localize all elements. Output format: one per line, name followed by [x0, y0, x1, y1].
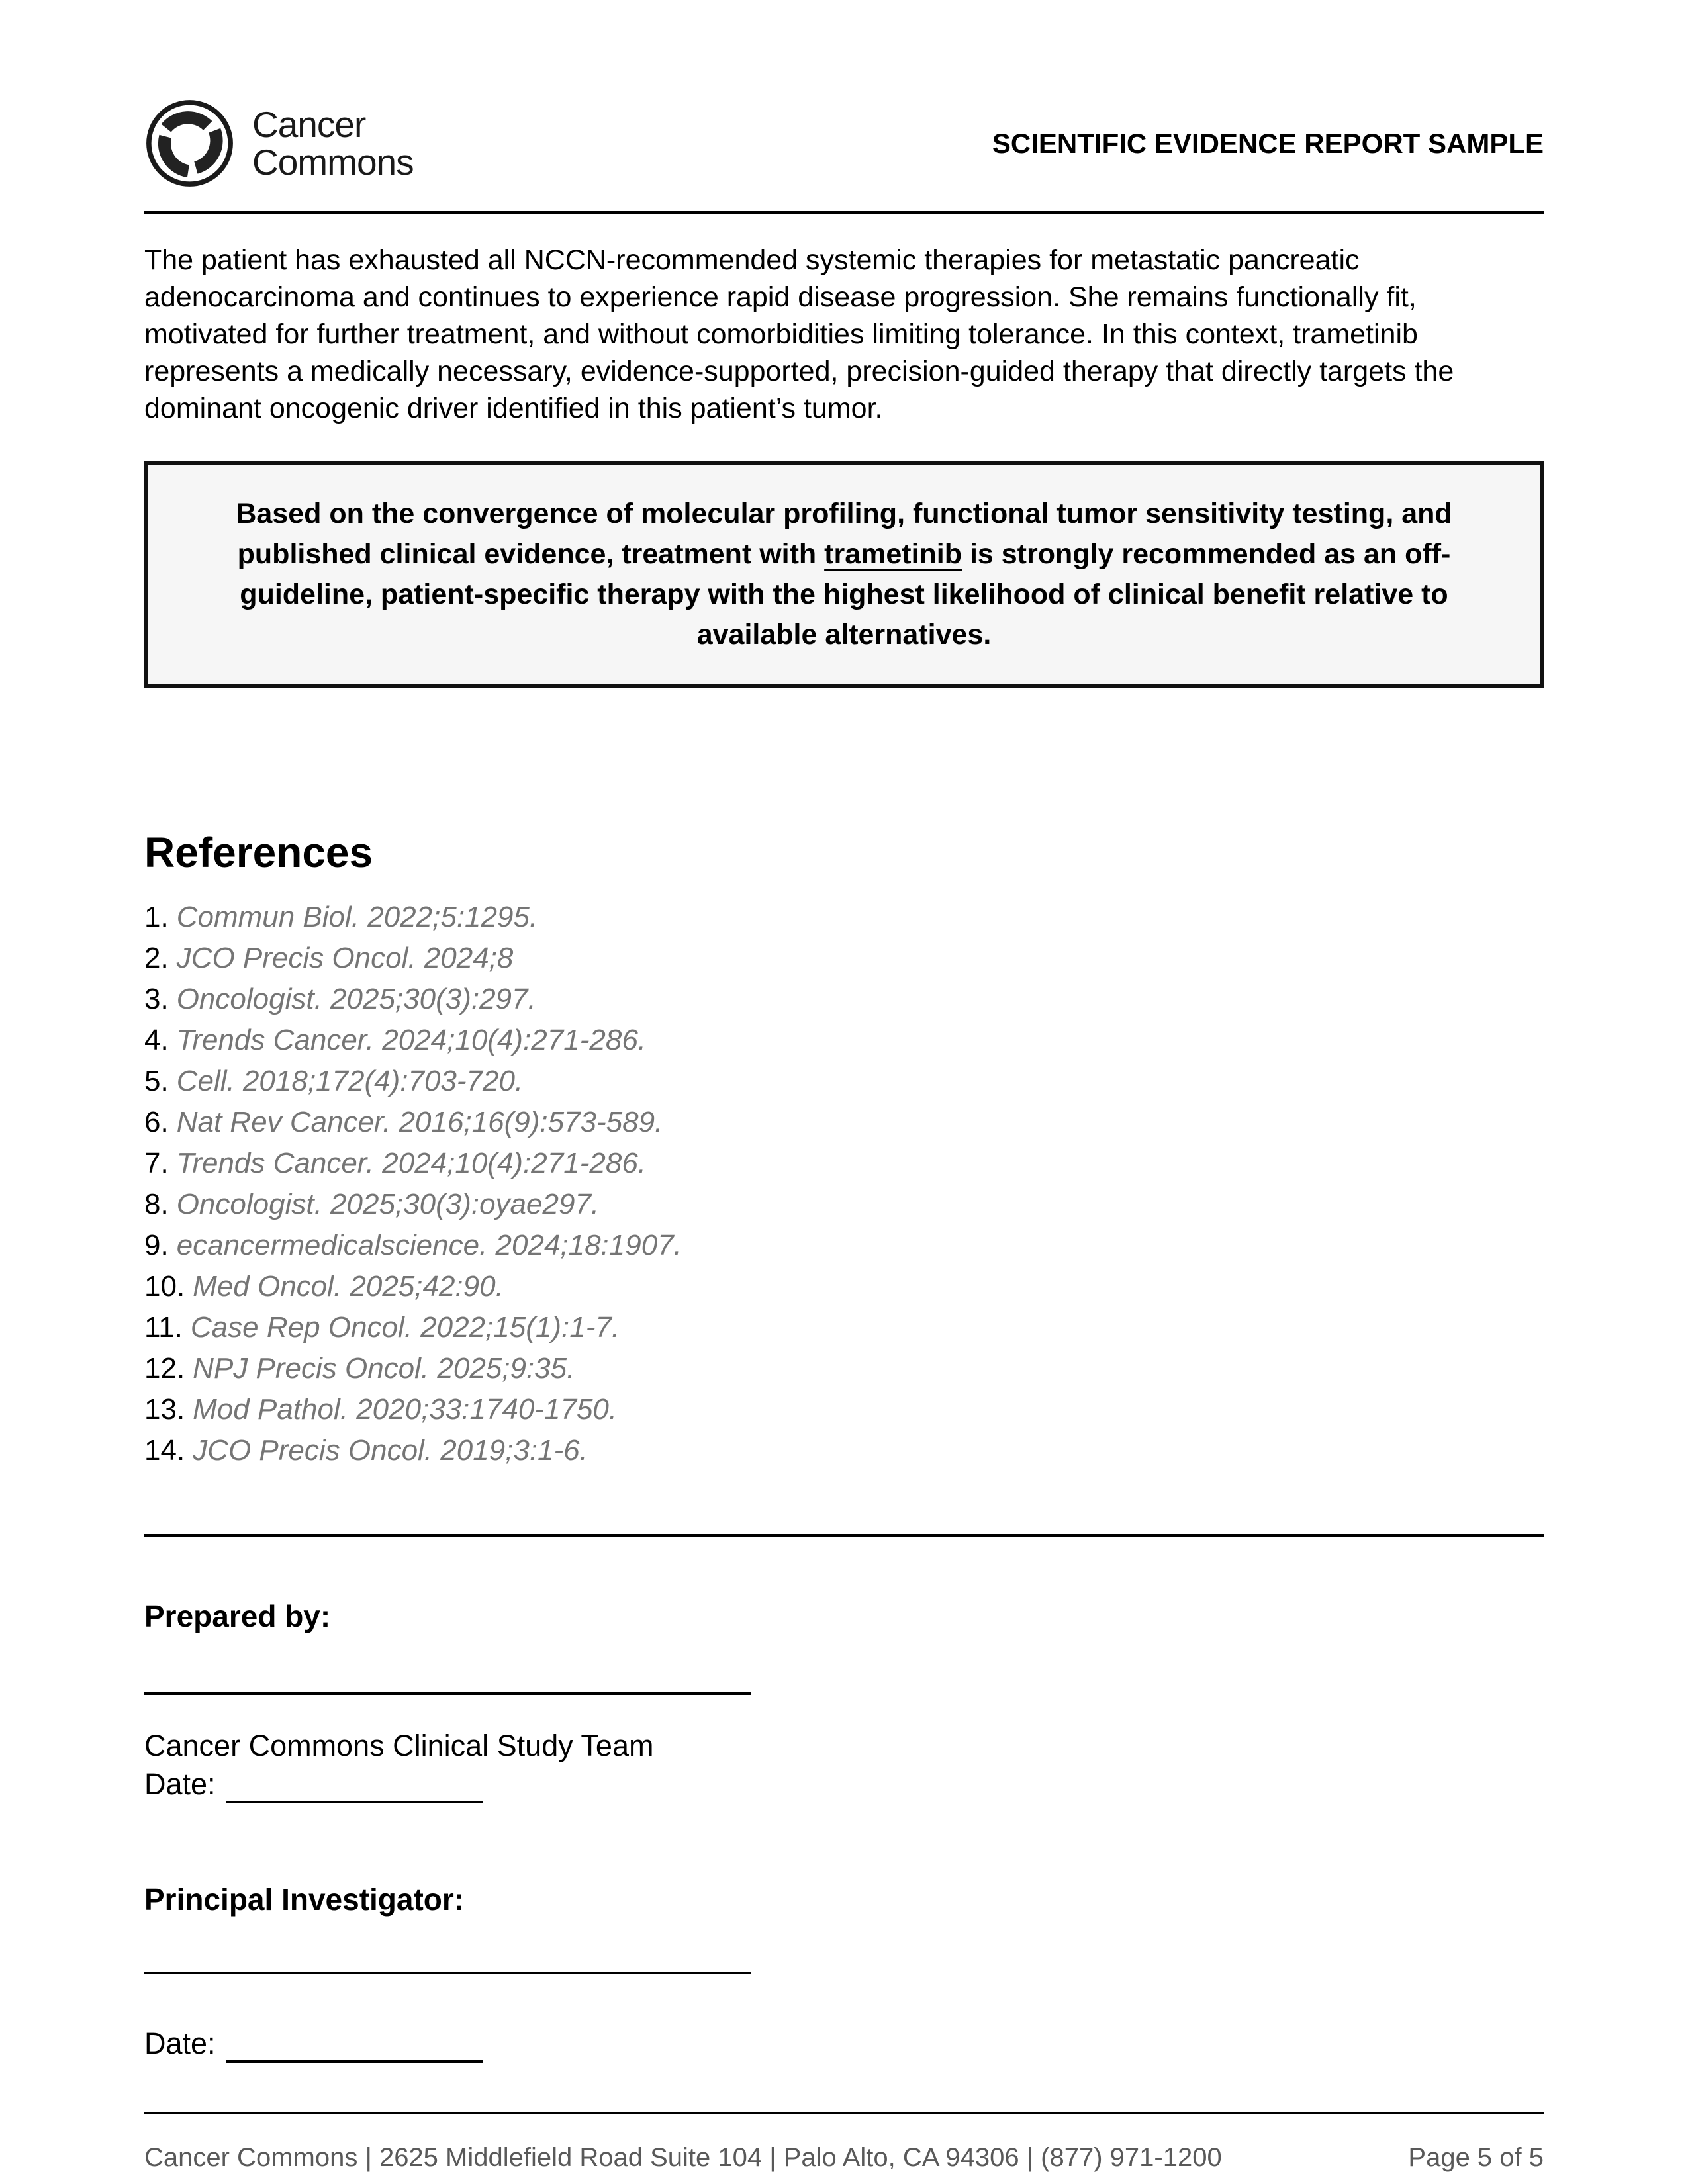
page-footer	[144, 2143, 1544, 2173]
reference-item	[144, 1230, 1544, 1261]
principal-investigator-date-line	[226, 2034, 483, 2063]
principal-investigator-signature-line	[144, 1944, 751, 1974]
reference-citation: Case Rep Oncol. 2022;15(1):1-7.	[190, 1311, 620, 1343]
page-header	[144, 98, 1544, 189]
cancer-commons-logo-icon	[144, 98, 235, 189]
date-label: Date:	[144, 1767, 216, 1801]
reference-item	[144, 1394, 1544, 1425]
footer-contact-info: Cancer Commons | 2625 Middlefield Road Suite 104 | Palo Alto, CA 94306 | (877) 971-1200	[144, 2143, 1222, 2172]
reference-number: 2.	[144, 942, 169, 974]
prepared-by-date-row	[144, 1765, 1544, 1803]
reference-citation: Cell. 2018;172(4):703-720.	[176, 1065, 524, 1097]
principal-investigator-date-row	[144, 2025, 1544, 2063]
reference-item	[144, 1107, 1544, 1138]
drug-name-underlined: trametinib	[824, 538, 962, 570]
recommendation-text-pre: Based on the convergence of molecular profiling, functional tumor sensitivity testing, and published clinical evidence, treatment with	[236, 498, 1452, 570]
reference-citation: Oncologist. 2025;30(3):297.	[176, 983, 536, 1015]
reference-citation: Mod Pathol. 2020;33:1740-1750.	[193, 1393, 618, 1426]
prepared-by-name: Cancer Commons Clinical Study Team	[144, 1729, 654, 1762]
references-list	[144, 902, 1544, 1466]
reference-citation: Oncologist. 2025;30(3):oyae297.	[176, 1188, 600, 1220]
reference-number: 8.	[144, 1188, 169, 1220]
reference-item	[144, 984, 1544, 1015]
footer-page-number: Page 5 of 5	[1408, 2143, 1544, 2172]
reference-number: 14.	[144, 1434, 185, 1467]
reference-number: 6.	[144, 1106, 169, 1138]
cancer-commons-logo	[144, 98, 414, 189]
prepared-by-date-line	[226, 1774, 483, 1803]
reference-number: 9.	[144, 1229, 169, 1261]
prepared-by-block	[144, 1727, 1544, 1803]
prepared-by-label: Prepared by:	[144, 1599, 331, 1633]
reference-citation: Commun Biol. 2022;5:1295.	[176, 901, 538, 933]
signoff-divider	[144, 1534, 1544, 1537]
reference-citation: Trends Cancer. 2024;10(4):271-286.	[176, 1024, 647, 1056]
principal-investigator-label: Principal Investigator:	[144, 1882, 465, 1917]
reference-citation: Nat Rev Cancer. 2016;16(9):573-589.	[176, 1106, 663, 1138]
reference-number: 10.	[144, 1270, 185, 1302]
reference-citation: JCO Precis Oncol. 2024;8	[176, 942, 514, 974]
reference-item	[144, 943, 1544, 974]
logo-wordmark-line2: Commons	[252, 141, 414, 183]
reference-number: 4.	[144, 1024, 169, 1056]
reference-number: 11.	[144, 1311, 183, 1343]
intro-paragraph: The patient has exhausted all NCCN-recommended systemic therapies for metastatic pancreatic adenocarcinoma and continues to experience rapid disease progression. She remains functionally fit, motivated for further treatment, and without comorbidities limiting tolerance. In this context, trametinib represents a medically necessary, evidence-supported, precision-guided therapy that directly targets the dominant oncogenic driver identified in this patient’s tumor.	[144, 244, 1454, 424]
reference-number: 1.	[144, 901, 169, 933]
reference-number: 5.	[144, 1065, 169, 1097]
reference-item	[144, 1066, 1544, 1097]
reference-citation: NPJ Precis Oncol. 2025;9:35.	[193, 1352, 575, 1385]
prepared-by-signature-line	[144, 1664, 751, 1695]
reference-item	[144, 902, 1544, 933]
recommendation-text-post: is strongly recommended as an off-guideline, patient-specific therapy with the highest likelihood of clinical benefit relative to available alternatives.	[240, 538, 1451, 651]
reference-number: 12.	[144, 1352, 185, 1385]
references-heading: References	[144, 829, 373, 876]
report-title: SCIENTIFIC EVIDENCE REPORT SAMPLE	[992, 127, 1544, 159]
reference-item	[144, 1353, 1544, 1384]
reference-item	[144, 1148, 1544, 1179]
header-divider	[144, 211, 1544, 214]
recommendation-box	[144, 461, 1544, 688]
reference-item	[144, 1435, 1544, 1466]
reference-citation: Trends Cancer. 2024;10(4):271-286.	[176, 1147, 647, 1179]
reference-number: 13.	[144, 1393, 185, 1426]
logo-wordmark-line1: Cancer	[252, 103, 366, 145]
logo-wordmark	[252, 103, 414, 183]
reference-number: 7.	[144, 1147, 169, 1179]
reference-citation: Med Oncol. 2025;42:90.	[193, 1270, 504, 1302]
reference-item	[144, 1271, 1544, 1302]
reference-number: 3.	[144, 983, 169, 1015]
reference-item	[144, 1312, 1544, 1343]
footer-divider	[144, 2112, 1544, 2114]
reference-citation: ecancermedicalscience. 2024;18:1907.	[176, 1229, 682, 1261]
reference-item	[144, 1189, 1544, 1220]
date-label: Date:	[144, 2026, 216, 2060]
reference-citation: JCO Precis Oncol. 2019;3:1-6.	[193, 1434, 588, 1467]
reference-item	[144, 1025, 1544, 1056]
